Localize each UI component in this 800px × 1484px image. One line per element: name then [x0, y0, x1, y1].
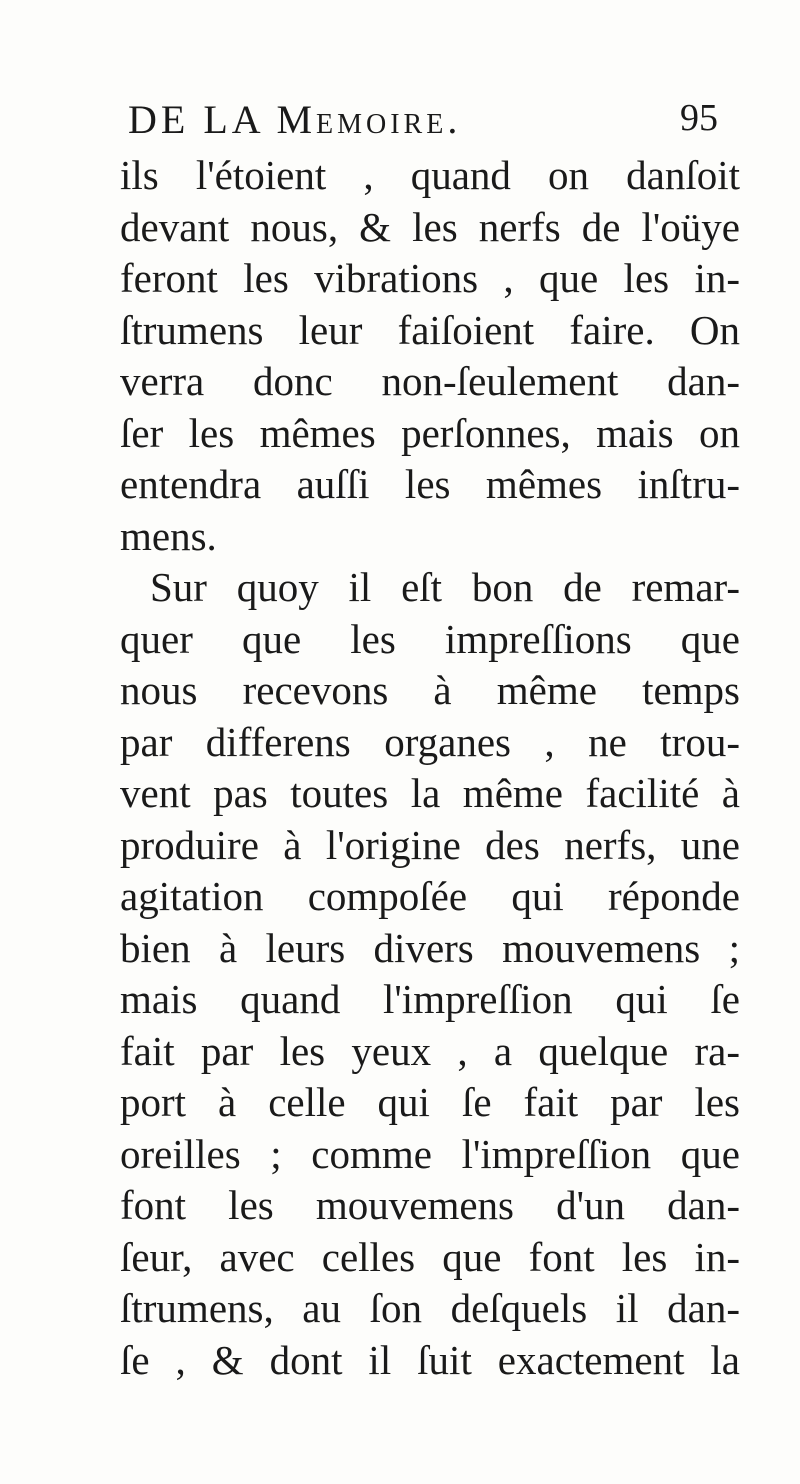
text-line: mais quand l'impreſſion qui ſe: [120, 976, 740, 1022]
text-line: devant nous, & les nerfs de l'oüye: [120, 203, 740, 250]
text-line: produire à l'origine des nerfs, une: [120, 821, 740, 868]
text-line: par differens organes , ne trou-: [120, 718, 740, 765]
text-line: bien à leurs divers mouvemens ;: [120, 924, 740, 971]
text-line: agitation compoſée qui réponde: [120, 873, 740, 919]
text-line: Sur quoy il eſt bon de remar-: [150, 564, 740, 610]
text-line: oreilles ; comme l'impreſſion que: [120, 1130, 740, 1177]
text-line: ſer les mêmes perſonnes, mais on: [120, 409, 740, 456]
text-line: font les mouvemens d'un dan-: [120, 1182, 740, 1228]
text-line: ſtrumens leur faiſoient faire. On: [120, 306, 740, 353]
text-line: feront les vibrations , que les in-: [120, 255, 740, 301]
text-line: ſeur, avec celles que font les in-: [120, 1233, 740, 1280]
running-head-main: Memoire.: [276, 97, 462, 142]
text-line: ſtrumens, au ſon deſquels il dan-: [120, 1285, 740, 1331]
page-number: 95: [680, 97, 718, 139]
text-line: quer que les impreſſions que: [120, 615, 740, 662]
running-head-title: [128, 96, 461, 143]
body-text: [120, 150, 740, 1386]
text-line: ils l'étoient , quand on danſoit: [120, 152, 740, 198]
text-line: mens.: [120, 512, 217, 559]
text-line: port à celle qui ſe fait par les: [120, 1079, 740, 1125]
text-line: fait par les yeux , a quelque ra-: [120, 1027, 740, 1074]
running-head: [128, 96, 718, 146]
text-line: ſe , & dont il ſuit exactement la: [120, 1336, 740, 1383]
text-line: vent pas toutes la même facilité à: [120, 770, 740, 816]
text-line: nous recevons à même temps: [120, 667, 740, 713]
text-line: entendra auſſi les mêmes inſtru-: [120, 461, 740, 507]
text-line: verra donc non-ſeulement dan-: [120, 358, 740, 404]
running-head-prefix: DE LA: [128, 97, 277, 142]
